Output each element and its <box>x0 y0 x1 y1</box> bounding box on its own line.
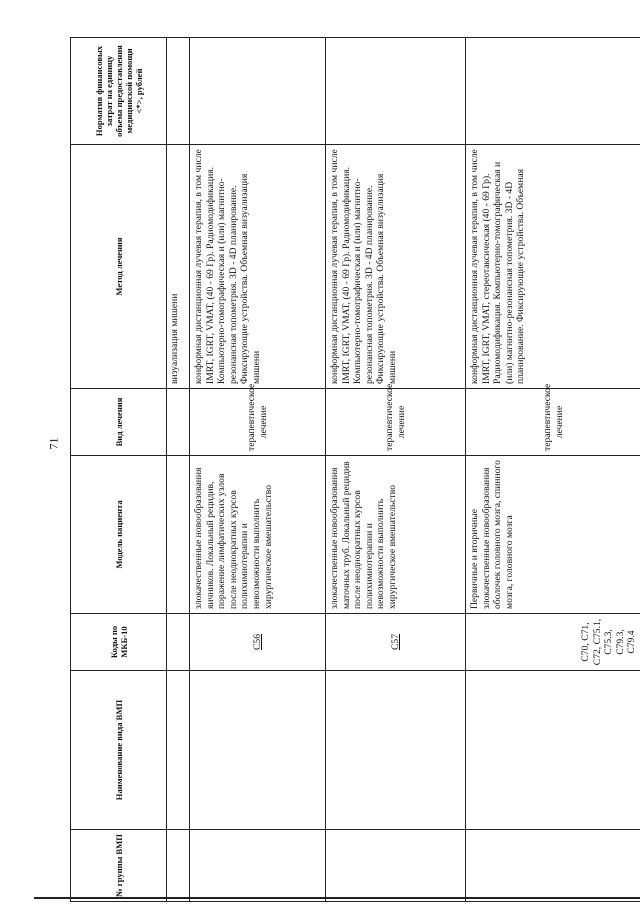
cell-patient-model: злокачественные новообразования яичников. Локальный рецидив, поражение лимфатических узлов после неоднократных курсов полихимиотерапии и невозможности выполнить хирургическое вмешательство <box>190 456 326 614</box>
header-icd-codes: Коды по МКБ-10 <box>71 614 167 671</box>
cell-treatment-method: конформная дистанционная лучевая терапия, в том числе IMRT, IGRT, VMAT, стереотаксическая (40 - 69 Гр). Радиомодификация. Компьютерно-томографическая и (или) магнитно-резонансная топометрия. 3D - 4D планирование. Фиксирующие устройства. Объемная <box>466 145 640 389</box>
cell-cost-norm <box>190 38 326 145</box>
cell-icd-codes <box>167 614 190 671</box>
cell-patient-model: злокачественные новообразования маточных труб. Локальный рецидив после неоднократных курсов полихимиотерапии и невозможности выполнить хирургическое вмешательство <box>326 456 466 614</box>
cell-cost-norm <box>466 38 640 145</box>
header-vmp-name: Наименование вида ВМП <box>71 671 167 830</box>
cell-treatment-type: терапевтическое лечение <box>466 389 640 456</box>
header-treatment-type: Вид лечения <box>71 389 167 456</box>
cell-treatment-method: конформная дистанционная лучевая терапия, в том числе IMRT, IGRT, VMAT, (40 - 69 Гр). Радиомодификация. Компьютерно-томографическая и (или) магнитно-резонансная топометрия. 3D - 4D планирование. Фиксирующие устройства. Объемная визуализация мишени <box>190 145 326 389</box>
rotated-page <box>70 38 640 902</box>
header-group-no: № группы ВМП <box>71 830 167 902</box>
cell-vmp-name <box>167 671 190 830</box>
cell-cost-norm <box>326 38 466 145</box>
cell-treatment-type: терапевтическое лечение <box>326 389 466 456</box>
table-row <box>190 38 326 902</box>
icd-code-link: C57 <box>389 634 401 650</box>
cell-vmp-name <box>190 671 326 830</box>
cell-cost-norm <box>167 38 190 145</box>
bottom-rule <box>34 897 640 899</box>
icd-code-link: C56 <box>251 634 263 650</box>
cell-vmp-name <box>466 671 640 830</box>
cell-group-no <box>466 830 640 902</box>
table-row <box>466 38 640 902</box>
header-patient-model: Модель пациента <box>71 456 167 614</box>
header-row <box>71 38 167 902</box>
vmp-table <box>70 37 640 902</box>
cell-icd-codes <box>190 614 326 671</box>
page-number: 71 <box>46 437 61 450</box>
cell-patient-model: Первичные и вторичные злокачественные новообразования оболочек головного мозга, спинного мозга, головного мозга <box>466 456 640 614</box>
cell-vmp-name <box>326 671 466 830</box>
cell-group-no <box>167 830 190 902</box>
table-row <box>167 38 190 902</box>
cell-group-no <box>190 830 326 902</box>
cell-icd-codes: C70, C71, C72, C75.1, C75.3, C79.3, C79.4 <box>466 614 640 671</box>
cell-icd-codes <box>326 614 466 671</box>
cell-treatment-method: визуализация мишени <box>167 145 190 389</box>
cell-treatment-type: терапевтическое лечение <box>190 389 326 456</box>
rotated-table-container <box>70 38 640 902</box>
cell-patient-model <box>167 456 190 614</box>
cell-group-no <box>326 830 466 902</box>
header-treatment-method: Метод лечения <box>71 145 167 389</box>
table-row <box>326 38 466 902</box>
cell-treatment-method: конформная дистанционная лучевая терапия, в том числе IMRT, IGRT, VMAT, (40 - 69 Гр). Радиомодификация. Компьютерно-томографическая и (или) магнитно-резонансная топометрия. 3D - 4D планирование. Фиксирующие устройства. Объемная визуализация мишени <box>326 145 466 389</box>
header-cost-norm: Норматив финансовых затрат на единицу объема предоставления медицинской помощи <*>, рублей <box>71 38 167 145</box>
cell-treatment-type <box>167 389 190 456</box>
